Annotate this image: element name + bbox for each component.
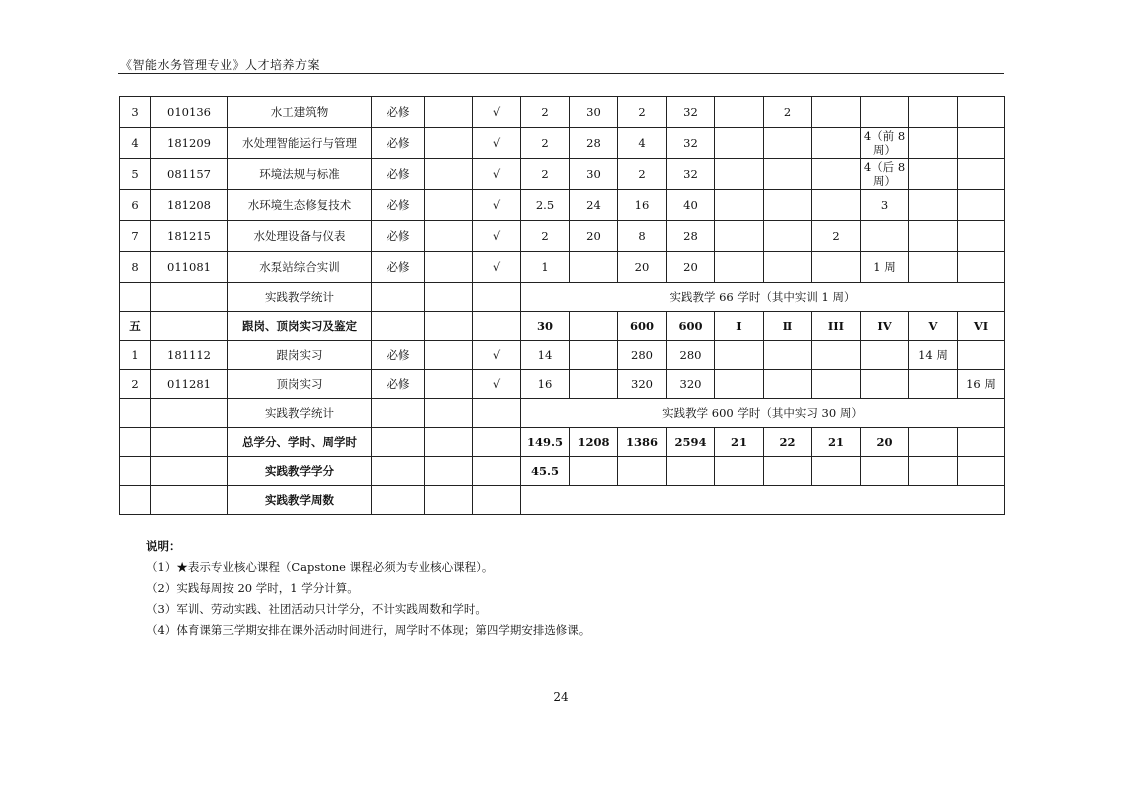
table-cell: [715, 159, 764, 190]
table-cell: √: [473, 190, 521, 221]
notes-block: [146, 536, 590, 641]
curriculum-table: [119, 96, 1005, 515]
table-cell: [372, 486, 425, 515]
table-cell: [120, 457, 151, 486]
table-row: [120, 486, 1005, 515]
table-cell: [473, 428, 521, 457]
table-cell: 必修: [372, 97, 425, 128]
table-cell: 必修: [372, 190, 425, 221]
table-cell: 149.5: [521, 428, 570, 457]
table-cell: 010136: [151, 97, 228, 128]
table-row: [120, 312, 1005, 341]
table-cell: [425, 312, 473, 341]
table-cell: [958, 128, 1005, 159]
table-cell: 2: [618, 159, 667, 190]
table-cell: 2: [120, 370, 151, 399]
note-item: （3）军训、劳动实践、社团活动只计学分，不计实践周数和学时。: [146, 602, 487, 616]
stat-label: 实践教学统计: [228, 399, 372, 428]
table-cell: √: [473, 128, 521, 159]
table-cell: [120, 399, 151, 428]
notes-title: 说明：: [146, 539, 181, 553]
table-cell: [861, 341, 909, 370]
table-cell: [151, 399, 228, 428]
table-cell: 45.5: [521, 457, 570, 486]
table-cell: [151, 283, 228, 312]
table-cell: 必修: [372, 159, 425, 190]
table-cell: 2: [521, 97, 570, 128]
table-cell: 28: [667, 221, 715, 252]
table-cell: [715, 341, 764, 370]
table-cell: [715, 128, 764, 159]
header-rule: [118, 73, 1004, 74]
table-cell: 181209: [151, 128, 228, 159]
table-cell: V: [909, 312, 958, 341]
table-cell: [473, 312, 521, 341]
table-cell: 3: [120, 97, 151, 128]
table-cell: √: [473, 341, 521, 370]
table-cell: 环境法规与标准: [228, 159, 372, 190]
table-cell: 081157: [151, 159, 228, 190]
table-cell: [425, 190, 473, 221]
table-cell: [473, 399, 521, 428]
table-cell: 40: [667, 190, 715, 221]
table-cell: 4: [120, 128, 151, 159]
table-cell: [372, 283, 425, 312]
table-cell: 实践教学学分: [228, 457, 372, 486]
table-cell: 顶岗实习: [228, 370, 372, 399]
stat-row: [120, 399, 1005, 428]
table-cell: 2: [521, 221, 570, 252]
table-cell: [812, 341, 861, 370]
table-cell: 32: [667, 159, 715, 190]
table-cell: III: [812, 312, 861, 341]
table-cell: [570, 457, 618, 486]
table-cell: [151, 486, 228, 515]
table-cell: 28: [570, 128, 618, 159]
table-cell: [861, 97, 909, 128]
table-cell: [812, 190, 861, 221]
table-cell: [764, 370, 812, 399]
table-cell: [372, 457, 425, 486]
table-cell: [151, 428, 228, 457]
table-cell: 16: [521, 370, 570, 399]
table-cell: [812, 370, 861, 399]
table-cell: 8: [618, 221, 667, 252]
table-cell: [570, 252, 618, 283]
table-cell: [909, 221, 958, 252]
table-cell: 16: [618, 190, 667, 221]
table-cell: 22: [764, 428, 812, 457]
table-cell: [861, 221, 909, 252]
table-cell: √: [473, 221, 521, 252]
stat-row: [120, 283, 1005, 312]
table-cell: 30: [570, 159, 618, 190]
table-cell: [909, 428, 958, 457]
table-cell: [151, 457, 228, 486]
table-cell: 2.5: [521, 190, 570, 221]
table-cell: 跟岗、顶岗实习及鉴定: [228, 312, 372, 341]
table-cell: 320: [618, 370, 667, 399]
table-cell: 必修: [372, 341, 425, 370]
table-cell: [958, 428, 1005, 457]
table-cell: [909, 97, 958, 128]
table-cell: [909, 159, 958, 190]
table-cell: 20: [667, 252, 715, 283]
table-cell: [425, 128, 473, 159]
table-cell: √: [473, 370, 521, 399]
table-cell: 8: [120, 252, 151, 283]
table-cell: [909, 128, 958, 159]
table-cell: 1 周: [861, 252, 909, 283]
table-cell: 2: [521, 159, 570, 190]
table-cell: [812, 457, 861, 486]
table-cell: 20: [570, 221, 618, 252]
table-cell: 跟岗实习: [228, 341, 372, 370]
table-cell: [764, 252, 812, 283]
table-cell: 4（前 8 周）: [861, 128, 909, 159]
table-cell: [473, 486, 521, 515]
table-row: [120, 190, 1005, 221]
table-cell: 必修: [372, 221, 425, 252]
table-cell: [812, 159, 861, 190]
table-row: [120, 457, 1005, 486]
table-cell: 必修: [372, 128, 425, 159]
table-cell: [764, 457, 812, 486]
table-cell: [812, 128, 861, 159]
table-row: [120, 370, 1005, 399]
table-cell: [715, 252, 764, 283]
table-cell: 必修: [372, 370, 425, 399]
table-cell: [120, 486, 151, 515]
practice-weeks-label: 实践教学周数: [228, 486, 372, 515]
stat-value: 实践教学 600 学时（其中实习 30 周）: [521, 399, 1005, 428]
table-cell: 181215: [151, 221, 228, 252]
table-cell: 21: [715, 428, 764, 457]
table-cell: 14 周: [909, 341, 958, 370]
table-cell: [425, 341, 473, 370]
table-cell: 32: [667, 128, 715, 159]
table-row: [120, 252, 1005, 283]
table-cell: [151, 312, 228, 341]
table-cell: 五: [120, 312, 151, 341]
table-cell: 2: [812, 221, 861, 252]
table-cell: [909, 457, 958, 486]
table-cell: [425, 457, 473, 486]
table-cell: [958, 221, 1005, 252]
table-row: [120, 128, 1005, 159]
table-cell: 1208: [570, 428, 618, 457]
table-cell: 16 周: [958, 370, 1005, 399]
table-cell: 水处理设备与仪表: [228, 221, 372, 252]
table-cell: 必修: [372, 252, 425, 283]
table-cell: [715, 370, 764, 399]
table-cell: [764, 128, 812, 159]
table-cell: 5: [120, 159, 151, 190]
table-cell: 2: [618, 97, 667, 128]
table-cell: 水工建筑物: [228, 97, 372, 128]
table-cell: [521, 486, 1005, 515]
table-cell: 280: [618, 341, 667, 370]
table-cell: 20: [618, 252, 667, 283]
table-cell: 24: [570, 190, 618, 221]
table-cell: [958, 252, 1005, 283]
table-cell: [764, 221, 812, 252]
table-cell: [372, 428, 425, 457]
table-cell: [715, 457, 764, 486]
table-row: [120, 428, 1005, 457]
table-row: [120, 221, 1005, 252]
table-cell: 7: [120, 221, 151, 252]
table-cell: 30: [570, 97, 618, 128]
table-cell: [909, 190, 958, 221]
table-cell: 21: [812, 428, 861, 457]
table-cell: [958, 97, 1005, 128]
table-cell: [120, 428, 151, 457]
table-cell: [861, 370, 909, 399]
table-cell: [861, 457, 909, 486]
table-cell: 2594: [667, 428, 715, 457]
stat-value: 实践教学 66 学时（其中实训 1 周）: [521, 283, 1005, 312]
table-cell: [425, 97, 473, 128]
table-cell: [667, 457, 715, 486]
table-cell: 1386: [618, 428, 667, 457]
table-cell: 1: [521, 252, 570, 283]
table-cell: 3: [861, 190, 909, 221]
table-cell: [909, 252, 958, 283]
table-cell: [425, 370, 473, 399]
note-item: （4）体育课第三学期安排在课外活动时间进行，周学时不体现；第四学期安排选修课。: [146, 623, 591, 637]
table-cell: 20: [861, 428, 909, 457]
table-cell: 011081: [151, 252, 228, 283]
table-cell: [812, 97, 861, 128]
table-cell: [120, 283, 151, 312]
table-cell: IV: [861, 312, 909, 341]
table-cell: [958, 190, 1005, 221]
table-cell: [618, 457, 667, 486]
table-cell: [425, 283, 473, 312]
table-cell: [425, 486, 473, 515]
table-cell: 2: [764, 97, 812, 128]
table-cell: [812, 252, 861, 283]
table-cell: √: [473, 159, 521, 190]
table-cell: [764, 190, 812, 221]
table-cell: [473, 283, 521, 312]
note-item: （1）★表示专业核心课程（Capstone 课程必须为专业核心课程）。: [146, 560, 494, 574]
page-number: 24: [553, 690, 569, 704]
table-row: [120, 159, 1005, 190]
table-cell: [570, 312, 618, 341]
table-cell: 1: [120, 341, 151, 370]
table-cell: 280: [667, 341, 715, 370]
table-cell: 6: [120, 190, 151, 221]
table-cell: [425, 252, 473, 283]
table-cell: [425, 159, 473, 190]
table-cell: 011281: [151, 370, 228, 399]
table-cell: 14: [521, 341, 570, 370]
table-cell: 600: [667, 312, 715, 341]
table-cell: [473, 457, 521, 486]
table-cell: Ⅰ: [715, 312, 764, 341]
table-cell: 4（后 8 周）: [861, 159, 909, 190]
table-cell: [958, 159, 1005, 190]
table-cell: [715, 190, 764, 221]
table-cell: [570, 370, 618, 399]
table-cell: 水环境生态修复技术: [228, 190, 372, 221]
table-row: [120, 341, 1005, 370]
table-cell: [425, 428, 473, 457]
table-row: [120, 97, 1005, 128]
table-cell: [958, 341, 1005, 370]
table-cell: 2: [521, 128, 570, 159]
note-item: （2）实践每周按 20 学时，1 学分计算。: [146, 581, 359, 595]
table-cell: [715, 97, 764, 128]
table-cell: [372, 312, 425, 341]
table-cell: 181208: [151, 190, 228, 221]
table-cell: 总学分、学时、周学时: [228, 428, 372, 457]
table-cell: √: [473, 97, 521, 128]
table-cell: 水泵站综合实训: [228, 252, 372, 283]
table-cell: [909, 370, 958, 399]
document-header-title: 《智能水务管理专业》人才培养方案: [120, 58, 321, 72]
table-cell: 30: [521, 312, 570, 341]
table-cell: [570, 341, 618, 370]
stat-label: 实践教学统计: [228, 283, 372, 312]
table-cell: [425, 399, 473, 428]
table-cell: Ⅱ: [764, 312, 812, 341]
table-cell: [372, 399, 425, 428]
table-cell: √: [473, 252, 521, 283]
table-cell: 181112: [151, 341, 228, 370]
table-cell: 水处理智能运行与管理: [228, 128, 372, 159]
table-cell: [715, 221, 764, 252]
table-cell: 320: [667, 370, 715, 399]
table-cell: 4: [618, 128, 667, 159]
table-cell: [425, 221, 473, 252]
table-cell: [764, 341, 812, 370]
table-cell: 600: [618, 312, 667, 341]
table-cell: [764, 159, 812, 190]
table-cell: [958, 457, 1005, 486]
table-cell: 32: [667, 97, 715, 128]
table-cell: VI: [958, 312, 1005, 341]
